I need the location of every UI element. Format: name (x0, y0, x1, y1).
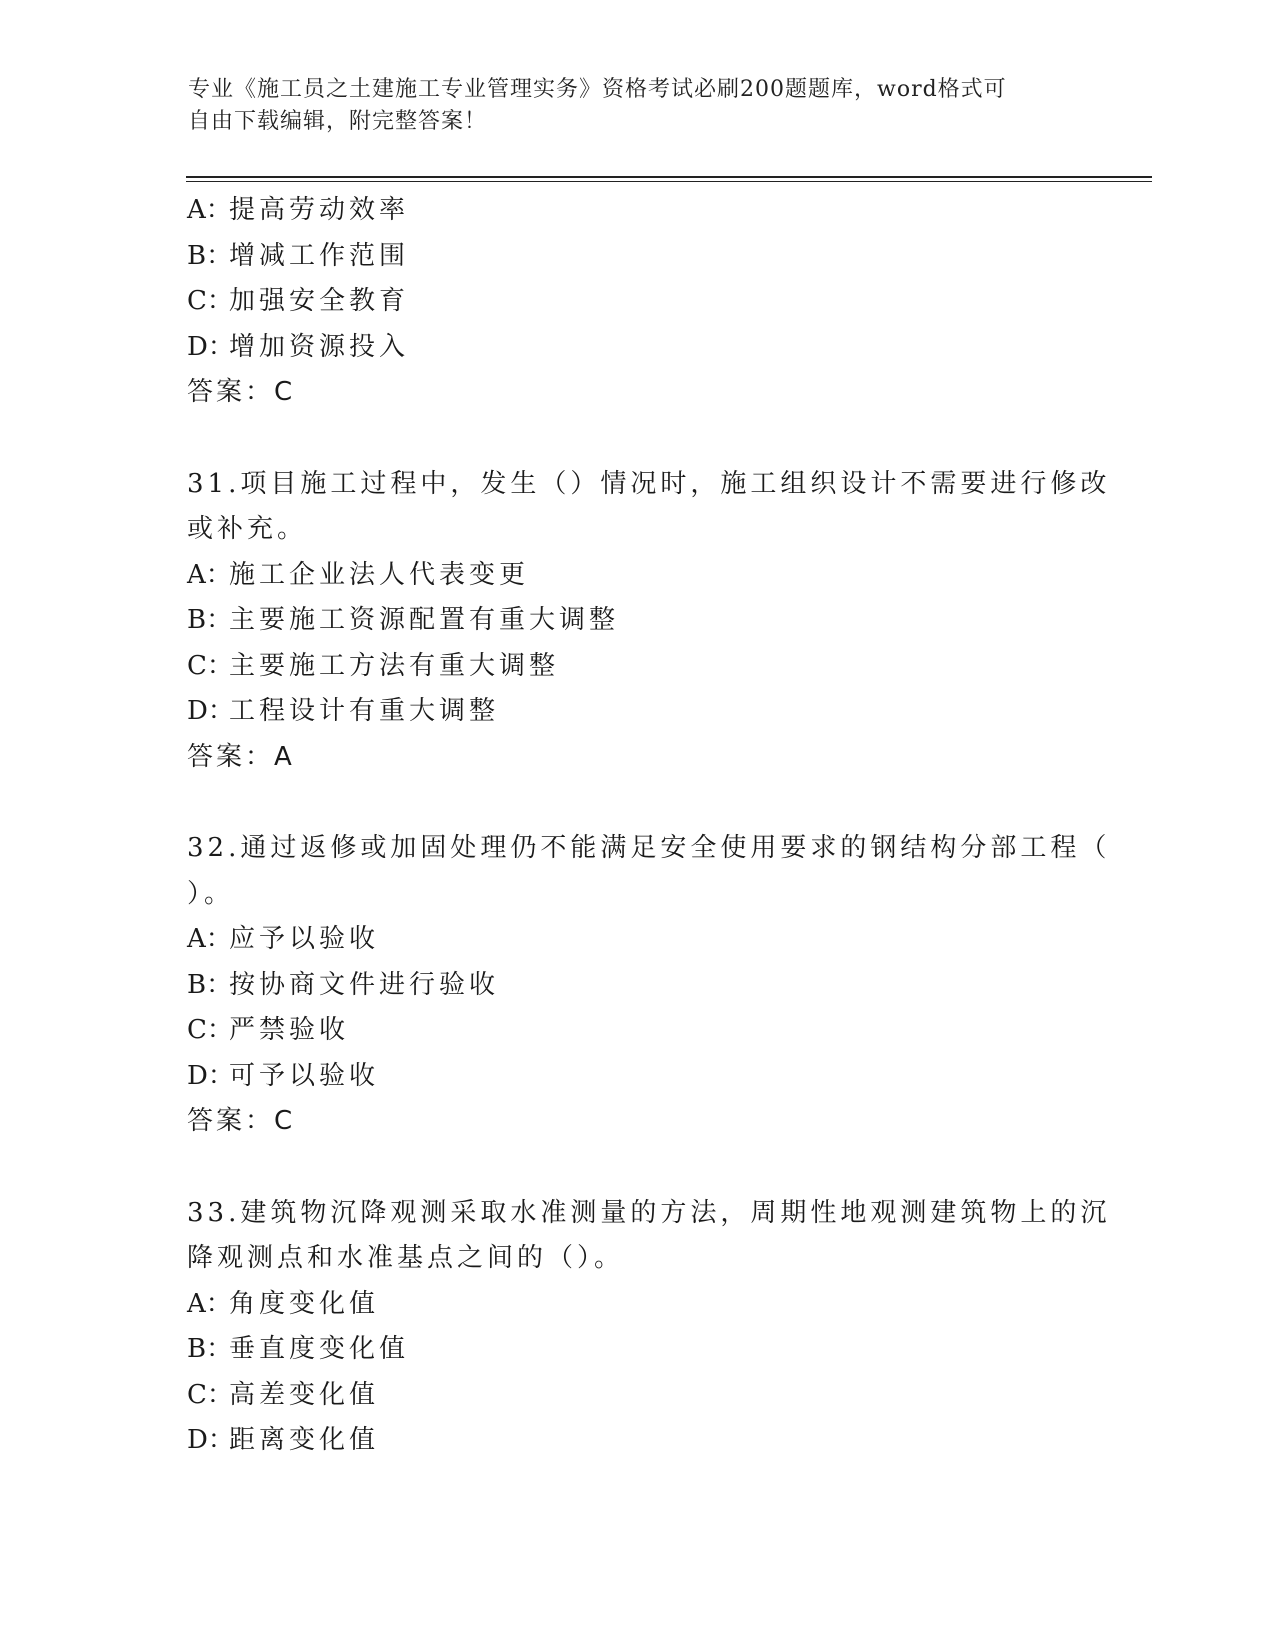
option-letter: B： (187, 1334, 233, 1364)
option-text: 主要施工资源配置有重大调整 (229, 605, 620, 635)
option-c (187, 644, 1087, 690)
option-text: 增加资源投入 (229, 331, 410, 362)
question-33 (187, 1191, 1111, 1464)
option-text: 提高劳动效率 (229, 195, 410, 225)
option-letter: A： (187, 924, 232, 954)
option-text: 角度变化值 (229, 1288, 380, 1319)
option-b (187, 1327, 1087, 1373)
option-d (187, 325, 1087, 371)
option-text: 严禁验收 (229, 1015, 350, 1045)
option-a (187, 917, 1087, 963)
question-stem-line-2: 降观测点和水准基点之间的（）。 (187, 1243, 625, 1273)
option-d (187, 689, 1087, 735)
option-d (187, 1418, 1087, 1464)
option-letter: A： (187, 195, 232, 225)
question-stem-line-1: 32.通过返修或加固处理仍不能满足安全使用要求的钢结构分部工程（ (187, 833, 1111, 863)
option-text: 加强安全教育 (229, 286, 410, 316)
question-stem-line-1: 33.建筑物沉降观测采取水准测量的方法，周期性地观测建筑物上的沉 (187, 1197, 1111, 1228)
option-letter: B： (187, 969, 233, 1000)
option-b (187, 234, 1087, 280)
option-text: 按协商文件进行验收 (229, 969, 500, 1000)
option-text: 距离变化值 (229, 1425, 380, 1455)
option-letter: D： (187, 331, 234, 362)
question-stem-line-2: ）。 (187, 878, 235, 909)
option-text: 工程设计有重大调整 (229, 696, 500, 726)
question-32 (187, 826, 1111, 1145)
option-text: 可予以验收 (229, 1060, 380, 1091)
document-header (188, 74, 1068, 138)
option-letter: B： (187, 240, 233, 271)
answer-line: 答案：C (187, 377, 296, 407)
option-letter: C： (187, 286, 233, 316)
option-letter: B： (187, 605, 233, 635)
option-letter: A： (187, 559, 232, 590)
option-text: 应予以验收 (229, 924, 380, 954)
option-a (187, 1282, 1087, 1328)
option-letter: D： (187, 1425, 234, 1455)
header-line-2: 自由下载编辑，附完整答案！ (188, 109, 488, 134)
header-divider (186, 176, 1152, 182)
header-line-1: 专业《施工员之土建施工专业管理实务》资格考试必刷200题题库，word格式可 (188, 77, 1007, 102)
option-letter: C： (187, 1015, 233, 1045)
option-text: 主要施工方法有重大调整 (229, 650, 560, 681)
answer-line: 答案：C (187, 1106, 296, 1136)
option-letter: D： (187, 1060, 234, 1091)
option-a (187, 553, 1087, 599)
question-31 (187, 462, 1111, 781)
question-30-continuation (187, 188, 1087, 416)
option-letter: C： (187, 650, 233, 681)
option-letter: C： (187, 1379, 233, 1410)
answer-line: 答案：A (187, 741, 295, 772)
option-text: 高差变化值 (229, 1379, 380, 1410)
option-c (187, 1373, 1087, 1419)
question-stem-line-1: 31.项目施工过程中，发生（）情况时，施工组织设计不需要进行修改 (187, 468, 1111, 499)
option-b (187, 963, 1087, 1009)
option-text: 垂直度变化值 (229, 1334, 410, 1364)
option-c (187, 279, 1087, 325)
option-text: 增减工作范围 (229, 240, 410, 271)
option-letter: A： (187, 1288, 232, 1319)
option-text: 施工企业法人代表变更 (229, 559, 530, 590)
option-d (187, 1054, 1087, 1100)
question-stem-line-2: 或补充。 (187, 514, 308, 544)
option-letter: D： (187, 696, 234, 726)
option-c (187, 1008, 1087, 1054)
document-body (187, 188, 1111, 1464)
option-b (187, 598, 1087, 644)
option-a (187, 188, 1087, 234)
